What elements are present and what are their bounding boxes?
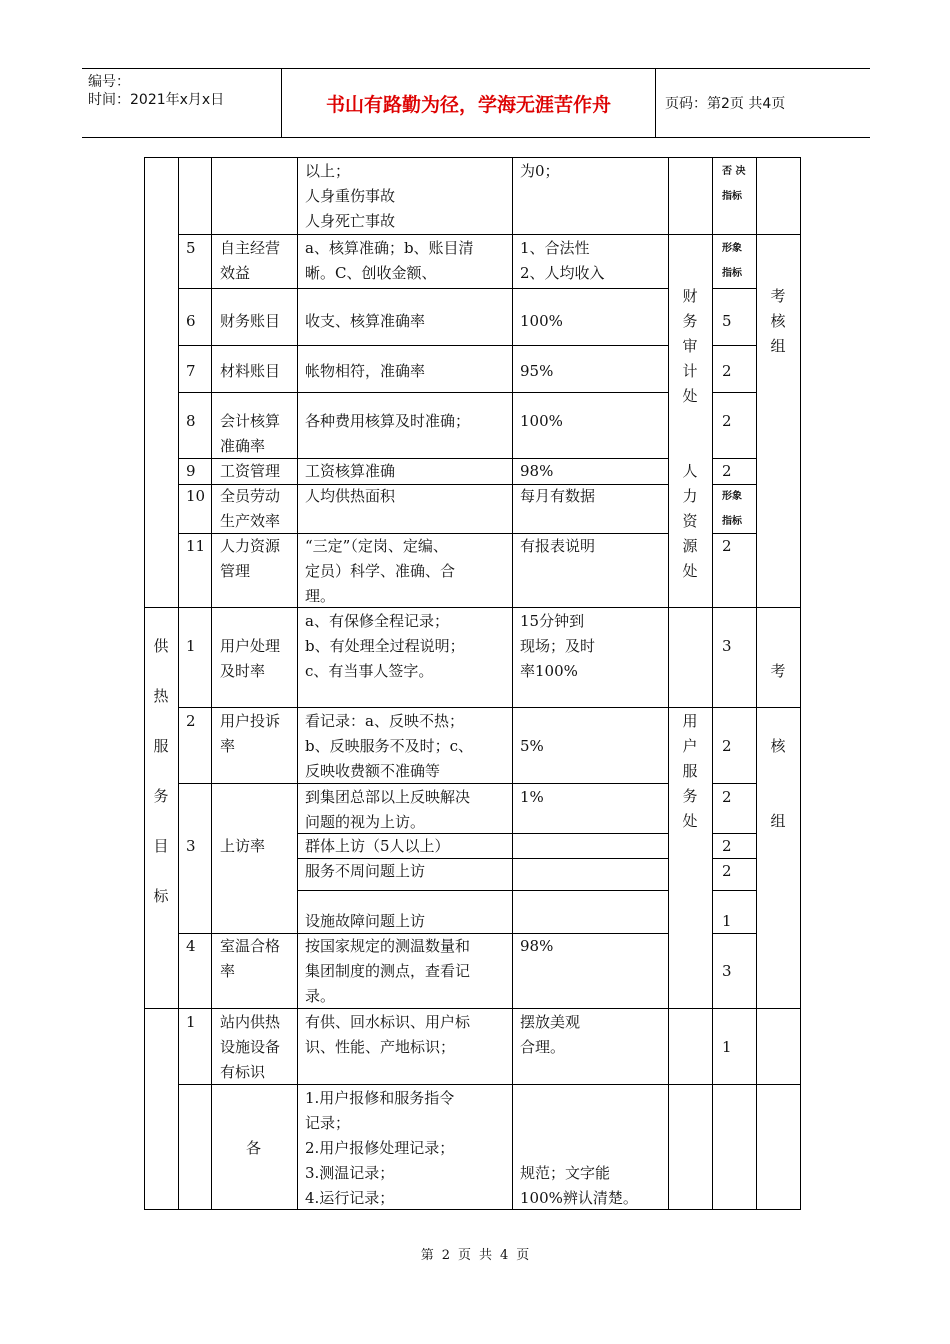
- standard-cell: 95%: [520, 362, 554, 380]
- department-cell: 户: [682, 737, 698, 755]
- content-cell: 理。: [305, 587, 336, 605]
- content-cell: 按国家规定的测温数量和: [305, 937, 471, 955]
- content-cell: 录。: [305, 987, 336, 1005]
- item-cell: 率: [220, 962, 236, 980]
- content-cell: 晰。C、创收金额、: [305, 264, 437, 282]
- content-cell: 3.测温记录；: [305, 1164, 395, 1182]
- content-cell: b、反映服务不及时；c、: [305, 737, 474, 755]
- content-cell: 群体上访（5人以上）: [305, 837, 450, 855]
- content-cell: 收支、核算准确率: [305, 312, 426, 330]
- assessor-cell: 核: [770, 737, 786, 755]
- content-cell: c、有当事人签字。: [305, 662, 434, 680]
- item-cell: 各: [246, 1139, 262, 1157]
- item-cell: 及时率: [220, 662, 266, 680]
- standard-cell: 现场；及时: [520, 637, 596, 655]
- assessor-cell: 组: [770, 812, 786, 830]
- content-cell: 到集团总部以上反映解决: [305, 788, 471, 806]
- score-cell: 1: [722, 912, 732, 930]
- content-cell: 看记录：a、反映不热；: [305, 712, 464, 730]
- score-cell: 2: [722, 462, 732, 480]
- row-number: 5: [186, 239, 196, 257]
- content-cell: 问题的视为上访。: [305, 813, 426, 831]
- content-cell: 人均供热面积: [305, 487, 396, 505]
- score-cell: 5: [722, 312, 732, 330]
- page-header: [82, 68, 870, 138]
- standard-cell: 100%: [520, 412, 563, 430]
- item-cell: 管理: [220, 562, 251, 580]
- section-cell: 标: [153, 887, 169, 905]
- table-rule: [178, 345, 669, 346]
- standard-cell: 98%: [520, 462, 554, 480]
- table-rule: [712, 933, 757, 934]
- score-cell: 2: [722, 788, 732, 806]
- standard-cell: 15分钟到: [520, 612, 585, 630]
- department-cell: 务: [682, 312, 698, 330]
- footer-total: 4: [500, 1248, 509, 1263]
- table-rule: [712, 858, 757, 859]
- content-cell: 有供、回水标识、用户标: [305, 1013, 471, 1031]
- standard-cell: 1%: [520, 788, 544, 806]
- table-rule: [144, 157, 801, 158]
- score-cell: 指标: [722, 516, 742, 527]
- table-rule: [178, 234, 757, 235]
- table-rule: [712, 833, 757, 834]
- table-rule: [712, 345, 757, 346]
- department-cell: 服: [682, 762, 698, 780]
- content-cell: 记录；: [305, 1114, 351, 1132]
- table-rule: [756, 234, 801, 235]
- table-rule: [297, 890, 669, 891]
- item-cell: 会计核算: [220, 412, 281, 430]
- item-cell: 全员劳动: [220, 487, 281, 505]
- table-rule: [800, 157, 801, 1210]
- footer-text: 第: [420, 1248, 434, 1263]
- table-rule: [756, 157, 757, 1210]
- content-cell: 工资核算准确: [305, 462, 396, 480]
- table-rule: [712, 157, 713, 1210]
- score-cell: 指标: [722, 268, 742, 279]
- table-rule: [712, 392, 757, 393]
- item-cell: 用户投诉: [220, 712, 281, 730]
- content-cell: a、有保修全程记录；: [305, 612, 449, 630]
- score-cell: 形象: [722, 491, 742, 502]
- table-rule: [178, 288, 669, 289]
- row-number: 9: [186, 462, 196, 480]
- content-cell: 定员）科学、准确、合: [305, 562, 456, 580]
- table-rule: [712, 288, 757, 289]
- assessor-cell: 考: [770, 662, 786, 680]
- row-number: 1: [186, 637, 196, 655]
- department-cell: 源: [682, 537, 698, 555]
- content-cell: 2.用户报修处理记录；: [305, 1139, 455, 1157]
- score-cell: 2: [722, 362, 732, 380]
- score-cell: 形象: [722, 243, 742, 254]
- item-cell: 人力资源: [220, 537, 281, 555]
- table-rule: [144, 607, 801, 608]
- item-cell: 有标识: [220, 1063, 266, 1081]
- row-number: 11: [186, 537, 206, 555]
- department-cell: 处: [682, 812, 698, 830]
- footer-page: 2: [441, 1248, 450, 1263]
- department-cell: 人: [682, 462, 698, 480]
- content-cell: 集团制度的测点，查看记: [305, 962, 471, 980]
- content-cell: 识、性能、产地标识；: [305, 1038, 456, 1056]
- table-rule: [712, 783, 757, 784]
- item-cell: 上访率: [220, 837, 266, 855]
- score-cell: 1: [722, 1038, 732, 1056]
- content-cell: 服务不周问题上访: [305, 862, 426, 880]
- department-cell: 财: [682, 287, 698, 305]
- score-cell: 3: [722, 962, 732, 980]
- item-cell: 站内供热: [220, 1013, 281, 1031]
- standard-cell: 100%: [520, 312, 563, 330]
- item-cell: 生产效率: [220, 512, 281, 530]
- score-cell: 2: [722, 862, 732, 880]
- item-cell: 工资管理: [220, 462, 281, 480]
- footer-text: 页: [516, 1248, 530, 1263]
- table-rule: [512, 157, 513, 1210]
- table-rule: [178, 707, 801, 708]
- content-cell: “三定”（定岗、定编、: [305, 537, 448, 555]
- content-cell: 人身死亡事故: [305, 212, 396, 230]
- department-cell: 审: [682, 337, 698, 355]
- table-rule: [178, 392, 669, 393]
- row-number: 1: [186, 1013, 196, 1031]
- row-number: 3: [186, 837, 196, 855]
- table-rule: [144, 157, 145, 1210]
- score-cell: 3: [722, 637, 732, 655]
- content-cell: 4.运行记录；: [305, 1189, 395, 1207]
- item-cell: 率: [220, 737, 236, 755]
- standard-cell: 100%辨认清楚。: [520, 1189, 638, 1207]
- table-rule: [668, 157, 669, 1210]
- footer-text: 页: [457, 1248, 471, 1263]
- table-rule: [144, 1209, 801, 1210]
- score-cell: 指标: [722, 191, 742, 202]
- standard-cell: 5%: [520, 737, 544, 755]
- department-cell: 力: [682, 487, 698, 505]
- item-cell: 设施设备: [220, 1038, 281, 1056]
- content-cell: 人身重伤事故: [305, 187, 396, 205]
- table-rule: [211, 157, 212, 1210]
- item-cell: 室温合格: [220, 937, 281, 955]
- score-cell: 2: [722, 837, 732, 855]
- table-rule: [178, 157, 179, 1210]
- content-cell: 反映收费额不准确等: [305, 762, 441, 780]
- department-cell: 处: [682, 387, 698, 405]
- item-cell: 财务账目: [220, 312, 281, 330]
- content-cell: b、有处理全过程说明；: [305, 637, 465, 655]
- item-cell: 效益: [220, 264, 251, 282]
- content-cell: 1.用户报修和服务指令: [305, 1089, 455, 1107]
- row-number: 8: [186, 412, 196, 430]
- table-rule: [712, 890, 757, 891]
- score-cell: 否 决: [722, 166, 746, 177]
- standard-cell: 合理。: [520, 1038, 566, 1056]
- number-label: 编号：: [88, 74, 130, 90]
- item-cell: 用户处理: [220, 637, 281, 655]
- row-number: 10: [186, 487, 206, 505]
- item-cell: 准确率: [220, 437, 266, 455]
- row-number: 6: [186, 312, 196, 330]
- footer-text: 共: [479, 1248, 493, 1263]
- standard-cell: 摆放美观: [520, 1013, 581, 1031]
- standard-cell: 有报表说明: [520, 537, 596, 555]
- standard-cell: 98%: [520, 937, 554, 955]
- standard-cell: 率100%: [520, 662, 578, 680]
- score-cell: 2: [722, 537, 732, 555]
- department-cell: 处: [682, 562, 698, 580]
- content-cell: 各种费用核算及时准确；: [305, 412, 471, 430]
- standard-cell: 2、人均收入: [520, 264, 605, 282]
- section-cell: 热: [153, 687, 169, 705]
- section-cell: 供: [153, 637, 169, 655]
- section-cell: 服: [153, 737, 169, 755]
- standard-cell: 每月有数据: [520, 487, 596, 505]
- department-cell: 用: [682, 712, 698, 730]
- content-cell: 设施故障问题上访: [305, 912, 426, 930]
- item-cell: 材料账目: [220, 362, 281, 380]
- content-cell: 以上；: [305, 162, 351, 180]
- department-cell: 务: [682, 787, 698, 805]
- score-cell: 2: [722, 412, 732, 430]
- item-cell: 自主经营: [220, 239, 281, 257]
- date-label: 时间：2021年x月x日: [88, 92, 225, 108]
- score-cell: 2: [722, 737, 732, 755]
- assessor-cell: 组: [770, 337, 786, 355]
- assessor-cell: 考: [770, 287, 786, 305]
- department-cell: 计: [682, 362, 698, 380]
- row-number: 7: [186, 362, 196, 380]
- content-cell: a、核算准确；b、账目清: [305, 239, 474, 257]
- table-rule: [712, 458, 757, 459]
- row-number: 4: [186, 937, 196, 955]
- row-number: 2: [186, 712, 196, 730]
- standard-cell: 1、合法性: [520, 239, 590, 257]
- header-page-label: 页码：第2页 共4页: [665, 96, 786, 112]
- table-rule: [178, 1084, 801, 1085]
- table-rule: [144, 1008, 801, 1009]
- section-cell: 目: [153, 837, 169, 855]
- assessor-cell: 核: [770, 312, 786, 330]
- section-cell: 务: [153, 787, 169, 805]
- department-cell: 资: [682, 512, 698, 530]
- standard-cell: 为0；: [520, 162, 560, 180]
- table-rule: [297, 157, 298, 1210]
- header-info: [82, 69, 282, 137]
- page-footer: [0, 1244, 950, 1263]
- standard-cell: 规范；文字能: [520, 1164, 611, 1182]
- content-cell: 帐物相符，准确率: [305, 362, 426, 380]
- header-motto: 书山有路勤为径，学海无涯苦作舟: [282, 69, 656, 137]
